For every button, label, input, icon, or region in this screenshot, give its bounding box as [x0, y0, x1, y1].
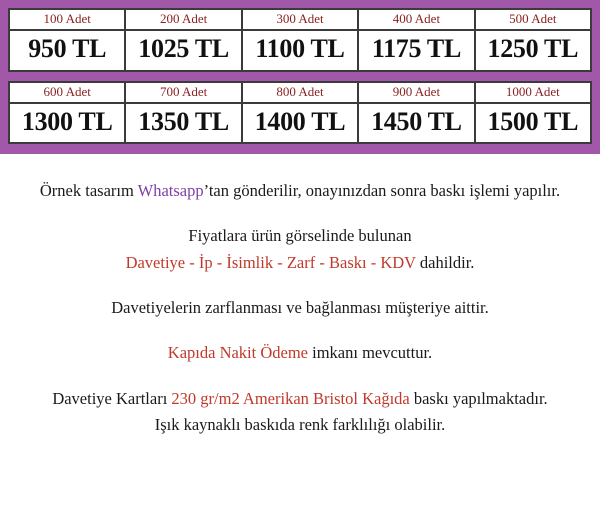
info-line-paper [14, 388, 586, 410]
price-value: 1250 TL [476, 31, 590, 69]
info-line-color-warning: Işık kaynaklı baskıda renk farklılığı olabilir. [154, 414, 446, 434]
pricing-cell [243, 8, 359, 72]
info-line6-part2: baskı yapılmaktadır. [409, 388, 548, 408]
pricing-row [8, 81, 592, 145]
price-value: 1100 TL [243, 31, 357, 69]
info-line-payment [14, 342, 586, 364]
quantity-label: 700 Adet [126, 83, 240, 104]
price-value: 1450 TL [359, 104, 473, 142]
info-line6-part1: Davetiye Kartları [52, 388, 172, 408]
pricing-cell [8, 8, 126, 72]
pricing-row [8, 8, 592, 72]
info-line-envelope: Davetiyelerin zarflanması ve bağlanması müşteriye aittir. [111, 297, 489, 317]
pricing-cell [476, 8, 592, 72]
info-line-whatsapp [14, 180, 586, 202]
info-line-included-items [14, 252, 586, 274]
pricing-cell [8, 81, 126, 145]
quantity-label: 1000 Adet [476, 83, 590, 104]
pricing-cell [243, 81, 359, 145]
quantity-label: 600 Adet [10, 83, 124, 104]
quantity-label: 500 Adet [476, 10, 590, 31]
pricing-panel [0, 0, 600, 154]
price-value: 1400 TL [243, 104, 357, 142]
quantity-label: 900 Adet [359, 83, 473, 104]
info-text-block [0, 154, 600, 436]
pricing-cell [359, 8, 475, 72]
price-value: 1350 TL [126, 104, 240, 142]
price-value: 1025 TL [126, 31, 240, 69]
quantity-label: 800 Adet [243, 83, 357, 104]
price-value: 1300 TL [10, 104, 124, 142]
cash-payment-highlight: Kapıda Nakit Ödeme [167, 343, 308, 363]
quantity-label: 400 Adet [359, 10, 473, 31]
quantity-label: 200 Adet [126, 10, 240, 31]
info-line1-part1: Örnek tasarım [39, 181, 138, 201]
pricing-cell [476, 81, 592, 145]
info-line1-part2: ’tan gönderilir, onayınızdan sonra baskı işlemi yapılır. [203, 181, 561, 201]
info-line3-part2: dahildir. [415, 252, 475, 272]
pricing-cell [359, 81, 475, 145]
price-value: 1175 TL [359, 31, 473, 69]
quantity-label: 300 Adet [243, 10, 357, 31]
price-value: 1500 TL [476, 104, 590, 142]
pricing-cell [126, 8, 242, 72]
price-value: 950 TL [10, 31, 124, 69]
whatsapp-highlight: Whatsapp [137, 181, 204, 201]
included-items-highlight: Davetiye - İp - İsimlik - Zarf - Baskı - KDV [125, 252, 416, 272]
info-line5-part2: imkanı mevcuttur. [308, 343, 433, 363]
info-line-included-intro: Fiyatlara ürün görselinde bulunan [188, 226, 412, 246]
pricing-cell [126, 81, 242, 145]
paper-type-highlight: 230 gr/m2 Amerikan Bristol Kağıda [171, 388, 410, 408]
quantity-label: 100 Adet [10, 10, 124, 31]
